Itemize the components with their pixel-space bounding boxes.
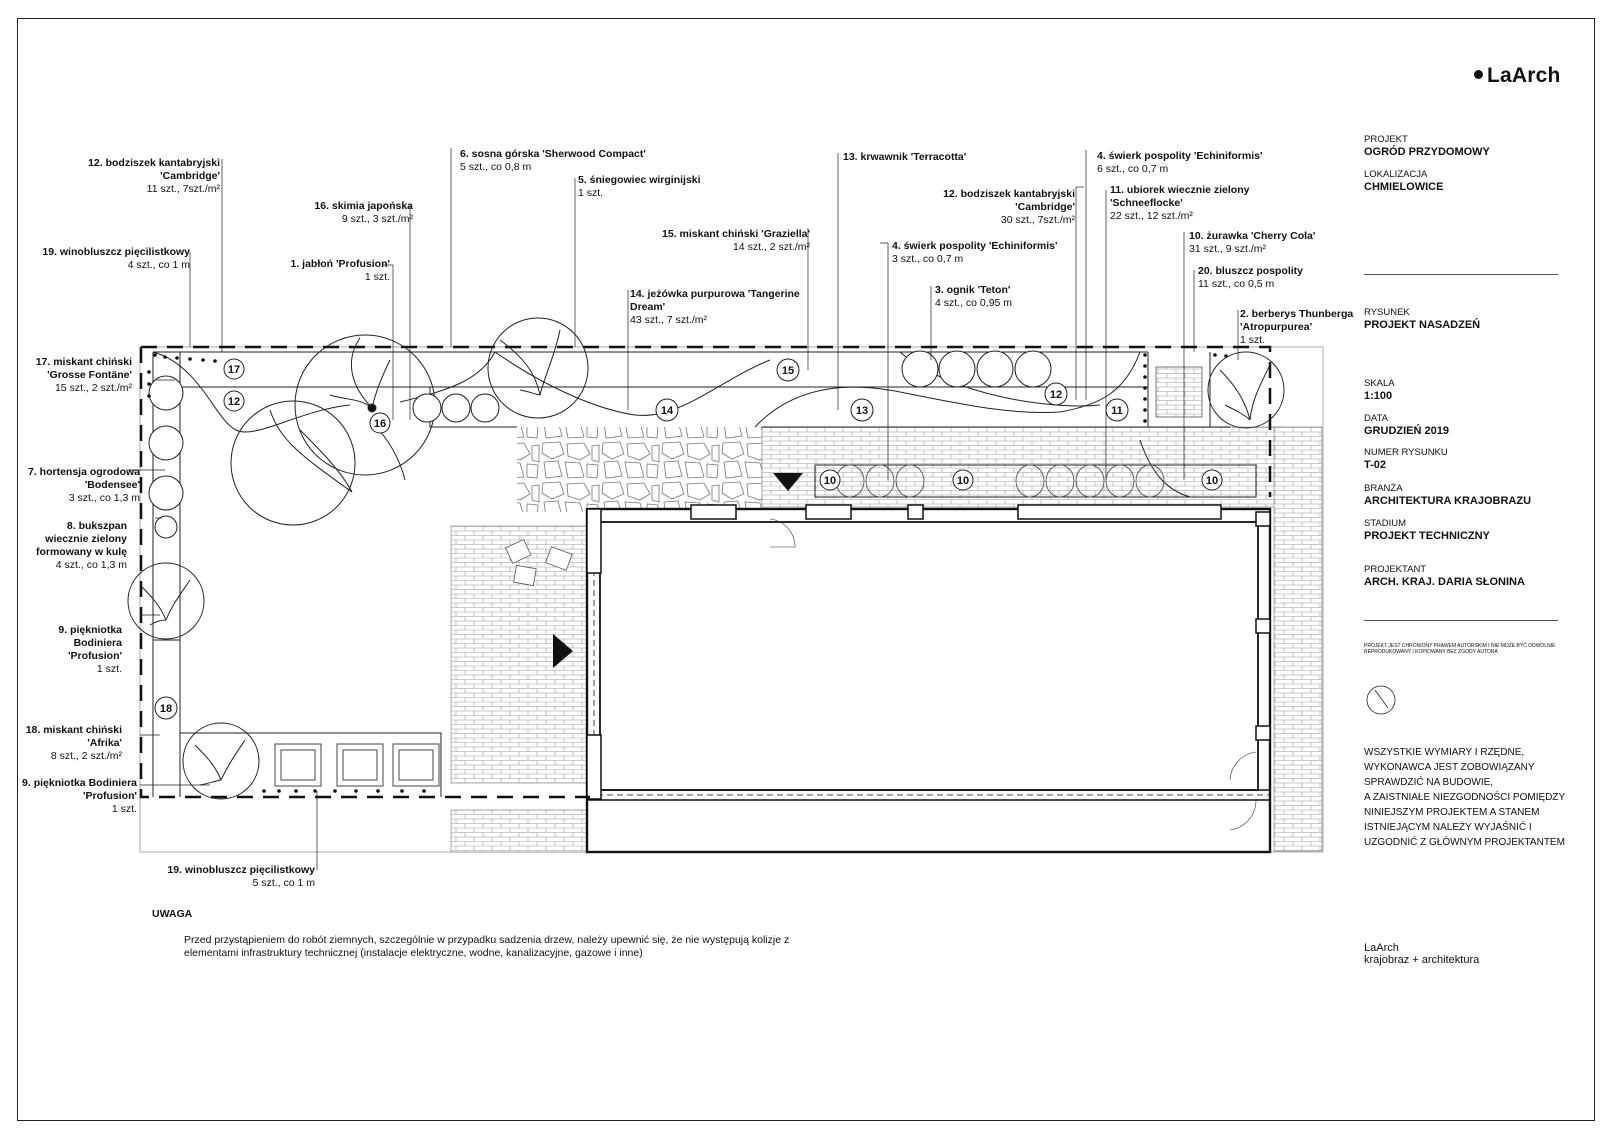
tb-projektant: PROJEKTANT ARCH. KRAJ. DARIA SŁONINA — [1364, 564, 1525, 588]
marker-15: 15 — [781, 365, 795, 377]
marker-16: 16 — [373, 418, 387, 430]
terrace-east — [1274, 427, 1322, 851]
label-plant-10: 10. żurawka 'Cherry Cola' 31 szt., 9 szt./m² — [1189, 230, 1316, 255]
label-plant-14: 14. jeżówka purpurowa 'Tangerine Dream' 43 szt., 7 szt./m² — [630, 288, 800, 326]
label-plant-5: 5. śniegowiec wirginijski 1 szt. — [578, 174, 701, 199]
label-plant-4a: 4. świerk pospolity 'Echiniformis' 6 szt., co 0,7 m — [1097, 150, 1263, 175]
label-plant-19a: 19. winobluszcz pięcilistkowy 4 szt., co 1 m — [42, 246, 190, 271]
marker-11: 11 — [1111, 405, 1123, 417]
marker-14: 14 — [660, 405, 674, 417]
label-plant-8: 8. bukszpan wiecznie zielony formowany w kulę 4 szt., co 1,3 m — [35, 520, 127, 571]
tb-footer-brand: LaArch krajobraz + architektura — [1364, 942, 1480, 966]
marker-10: 10 — [956, 475, 970, 487]
tb-stadium: STADIUM PROJEKT TECHNICZNY — [1364, 518, 1490, 542]
marker-10: 10 — [1205, 475, 1219, 487]
tb-data: DATA GRUDZIEŃ 2019 — [1364, 413, 1449, 437]
marker-17: 17 — [227, 364, 241, 376]
marker-12: 12 — [1049, 389, 1063, 401]
label-plant-1: 1. jabłoń 'Profusion' 1 szt. — [290, 258, 390, 283]
label-plant-18: 18. miskant chiński 'Afrika' 8 szt., 2 szt./m² — [25, 724, 122, 762]
label-plant-19b: 19. winobluszcz pięcilistkowy 5 szt., co 1 m — [167, 864, 315, 889]
label-plant-4b: 4. świerk pospolity 'Echiniformis' 3 szt., co 0,7 m — [892, 240, 1058, 265]
raised-bed — [1156, 367, 1202, 417]
tb-copyright: PROJEKT JEST CHRONIONY PRAWEM AUTORSKIM I NIE MOŻE BYĆ DOWOLNIE REPRODUKOWANY I KOPIOWANY BEZ ZGODY AUTORA — [1364, 643, 1556, 655]
north-arrow-icon — [1367, 686, 1395, 714]
label-plant-16: 16. skimia japońska 9 szt., 3 szt./m² — [314, 200, 413, 225]
marker-10: 10 — [823, 475, 837, 487]
label-plant-6: 6. sosna górska 'Sherwood Compact' 5 szt., co 0,8 m — [460, 148, 646, 173]
label-plant-13: 13. krwawnik 'Terracotta' — [843, 151, 967, 163]
terrace-north — [762, 427, 1282, 507]
tb-lokalizacja: LOKALIZACJA CHMIELOWICE — [1364, 169, 1444, 193]
terrace-south — [451, 810, 589, 852]
warning-title: UWAGA — [152, 908, 193, 920]
tb-branza: BRANŻA ARCHITEKTURA KRAJOBRAZU — [1364, 483, 1532, 507]
marker-12: 12 — [227, 396, 241, 408]
label-plant-9b: 9. piękniotka Bodiniera 'Profusion' 1 szt. — [22, 777, 137, 815]
label-plant-11: 11. ubiorek wiecznie zielony 'Schneeflocke' 22 szt., 12 szt./m² — [1110, 184, 1250, 222]
tb-divider — [1364, 274, 1558, 275]
planter-boxes — [275, 744, 439, 786]
marker-18: 18 — [159, 703, 173, 715]
tb-note: WSZYSTKIE WYMIARY I RZĘDNE, WYKONAWCA JEST ZOBOWIĄZANY SPRAWDZIĆ NA BUDOWIE, A ZAISTNIAŁE NIEZGODNOŚCI POMIĘDZY NINIEJSZYM PROJEKTEM A STANEM ISTNIEJĄCYM NALEŻY WYJAŚNIĆ I UZGODNIĆ Z GŁÓWNYM PROJEKTANTEM — [1364, 747, 1566, 848]
label-plant-15: 15. miskant chiński 'Graziella' 14 szt., 2 szt./m² — [662, 228, 810, 253]
label-plant-7: 7. hortensja ogrodowa 'Bodensee' 3 szt., co 1,3 m — [27, 466, 140, 504]
warning-text: Przed przystąpieniem do robót ziemnych, szczególnie w przypadku sadzenia drzew, należy upewnić się, że nie występują kolizje z elementami infrastruktury technicznej (instalacje elektryczne, wodne, kanalizacyjne, gazowe i inne) — [184, 934, 790, 959]
stone-path — [517, 427, 762, 512]
tb-skala: SKALA 1:100 — [1364, 378, 1395, 402]
house-outline — [587, 505, 1270, 852]
tb-numer: NUMER RYSUNKU T-02 — [1364, 447, 1448, 471]
marker-13: 13 — [855, 405, 869, 417]
label-plant-12b: 12. bodziszek kantabryjski 'Cambridge' 30 szt., 7szt./m² — [943, 188, 1075, 226]
label-plant-3: 3. ognik 'Teton' 4 szt., co 0,95 m — [935, 284, 1013, 309]
tb-divider — [1364, 620, 1558, 621]
label-plant-9a: 9. piękniotka Bodiniera 'Profusion' 1 szt. — [58, 624, 122, 675]
tb-projekt: PROJEKT OGRÓD PRZYDOMOWY — [1364, 134, 1490, 158]
label-plant-17: 17. miskant chiński 'Grosse Fontäne' 15 szt., 2 szt./m² — [35, 356, 132, 394]
tb-rysunek: RYSUNEK PROJEKT NASADZEŃ — [1364, 307, 1481, 331]
logo-text: LaArch — [1487, 64, 1561, 87]
label-plant-12a: 12. bodziszek kantabryjski 'Cambridge' 11 szt., 7szt./m² — [88, 157, 220, 195]
label-plant-2: 2. berberys Thunberga 'Atropurpurea' 1 szt. — [1240, 308, 1354, 346]
label-plant-20: 20. bluszcz pospolity 11 szt., co 0,5 m — [1198, 265, 1304, 290]
